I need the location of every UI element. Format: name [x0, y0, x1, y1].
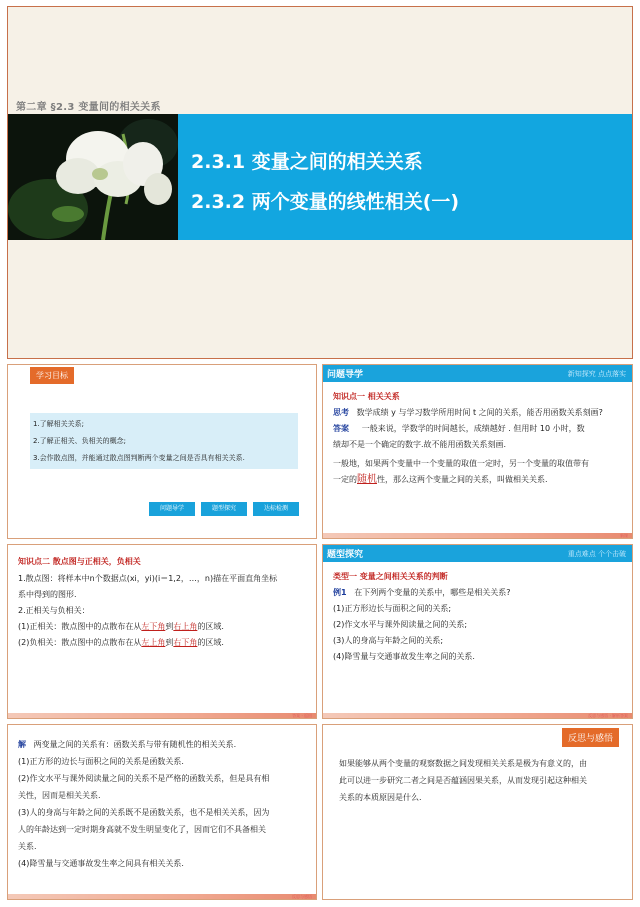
type-one-title: 类型一 变量之间相关关系的判断: [333, 572, 448, 581]
solution-line-8: (4)降雪量与交通事故发生率之间具有相关关系.: [18, 859, 184, 868]
footer-links[interactable]: 答案 · 返回: [292, 713, 312, 718]
blank-lower-right: 右下角: [173, 638, 198, 647]
section-header: 问题导学: [327, 370, 364, 380]
solution-line-5: (3)人的身高与年龄之间的关系既不是函数关系，也不是相关关系，因为: [18, 808, 270, 817]
footer-link[interactable]: 反思与感悟: [292, 894, 312, 899]
solution-line-3: (2)作文水平与课外阅读量之间的关系不是严格的函数关系，但是具有相: [18, 774, 270, 783]
pos-post: 的区域.: [197, 622, 224, 631]
think-label: 思考: [333, 408, 349, 417]
blank-lower-left: 左下角: [141, 622, 166, 631]
neg-post: 的区域.: [197, 638, 224, 647]
neg-pre: (2)负相关：散点图中的点散布在从: [18, 638, 142, 647]
solution-line-2: (1)正方形的边长与面积之间的关系是函数关系.: [18, 757, 184, 766]
example-label: 例1: [333, 588, 347, 597]
example-line: [333, 585, 510, 601]
flower-photo: [8, 114, 178, 240]
solution-line-1: [18, 737, 236, 753]
flower-image: [8, 114, 178, 240]
solution-line-4: 关性，因而是相关关系.: [18, 791, 101, 800]
section-header: 题型探究: [327, 550, 364, 560]
scatter-def-1: 1.散点图：将样本中n个数据点(xi，yi)(i＝1,2，…，n)描在平面直角坐标: [18, 574, 278, 583]
footer-links[interactable]: 反思与感悟 · 解析答案: [588, 713, 628, 718]
solution-line-7: 关系.: [18, 842, 37, 851]
footer-bar: [8, 894, 316, 899]
blank-random: 随机: [357, 474, 377, 485]
example-item-1: (1)正方形边长与面积之间的关系;: [333, 604, 452, 613]
think-line: [333, 405, 603, 421]
para-2-post: 性，那么这两个变量之间的关系，叫做相关关系.: [377, 475, 548, 484]
kp2-title: 知识点二 散点图与正相关，负相关: [18, 557, 141, 566]
nav-button-dabiao[interactable]: 达标检测: [253, 502, 299, 516]
answer-text-2: 绩却不是一个确定的数字.故不能用函数关系刻画.: [333, 440, 507, 449]
title-line-2: 2.3.2 两个变量的线性相关(一): [191, 191, 460, 213]
negative-corr-line: [18, 635, 224, 651]
concept-two-slide: [7, 544, 317, 719]
kp1-title: 知识点一 相关关系: [333, 392, 400, 401]
title-band: [178, 114, 633, 240]
example-item-2: (2)作文水平与课外阅读量之间的关系;: [333, 620, 468, 629]
blank-upper-right: 右上角: [173, 622, 198, 631]
concept-one-slide: [322, 364, 633, 539]
footer-bar: [8, 713, 316, 718]
title-slide: [7, 6, 633, 359]
learning-goals-slide: [7, 364, 317, 539]
reflection-line-3: 关系的本质原因是什么.: [339, 793, 422, 802]
corr-heading: 2.正相关与负相关：: [18, 606, 90, 615]
para-2: [333, 472, 548, 488]
example-slide: [322, 544, 633, 719]
scatter-def-2: 系中得到的图形.: [18, 590, 77, 599]
answer-label: 答案: [333, 424, 349, 433]
solution-label: 解: [18, 740, 26, 749]
footer-link[interactable]: 新课: [620, 533, 628, 538]
nav-button-tixing[interactable]: 题型探究: [201, 502, 247, 516]
answer-line: [333, 421, 585, 437]
answer-text-1: 一般来说，学数学的时间越长，成绩越好 . 但用时 10 小时，数: [361, 424, 585, 433]
blank-upper-left: 左上角: [141, 638, 166, 647]
section-subheader: 新知探究 点点落实: [567, 370, 626, 378]
footer-bar: [323, 533, 632, 538]
example-item-4: (4)降雪量与交通事故发生率之间的关系.: [333, 652, 475, 661]
example-question: 在下列两个变量的关系中，哪些是相关关系?: [354, 588, 511, 597]
title-line-1: 2.3.1 变量之间的相关关系: [191, 151, 423, 173]
para-2-pre: 一定的: [333, 475, 357, 484]
neg-mid: 到: [165, 638, 174, 647]
goal-3: 3.会作散点图，并能通过散点图判断两个变量之间是否具有相关关系.: [33, 454, 245, 462]
goal-2: 2.了解正相关、负相关的概念;: [33, 437, 127, 445]
chapter-label: 第二章 §2.3 变量间的相关关系: [16, 102, 161, 113]
think-text: 数学成绩 y 与学习数学所用时间 t 之间的关系，能否用函数关系刻画?: [356, 408, 603, 417]
positive-corr-line: [18, 619, 224, 635]
example-item-3: (3)人的身高与年龄之间的关系;: [333, 636, 444, 645]
goals-box: [30, 413, 298, 469]
pos-pre: (1)正相关：散点图中的点散布在从: [18, 622, 142, 631]
section-subheader: 重点难点 个个击破: [567, 550, 626, 558]
para-1: 一般地，如果两个变量中一个变量的取值一定时，另一个变量的取值带有: [333, 459, 589, 468]
goal-1: 1.了解相关关系;: [33, 420, 85, 428]
nav-button-wenti[interactable]: 问题导学: [149, 502, 195, 516]
solution-text-1: 两变量之间的关系有：函数关系与带有随机性的相关关系.: [33, 740, 237, 749]
reflection-tag: 反思与感悟: [562, 728, 619, 747]
pos-mid: 到: [165, 622, 174, 631]
learning-goals-tag: 学习目标: [30, 367, 74, 384]
solution-line-6: 人的年龄达到一定时期身高就不发生明显变化了，因而它们不具备相关: [18, 825, 266, 834]
footer-bar: [323, 713, 632, 718]
reflection-slide: [322, 724, 633, 900]
reflection-line-1: 如果能够从两个变量的观察数据之间发现相关关系是极为有意义的，由: [339, 759, 587, 768]
reflection-line-2: 此可以进一步研究二者之间是否蕴涵因果关系，从而发现引起这种相关: [339, 776, 587, 785]
solution-slide: [7, 724, 317, 900]
